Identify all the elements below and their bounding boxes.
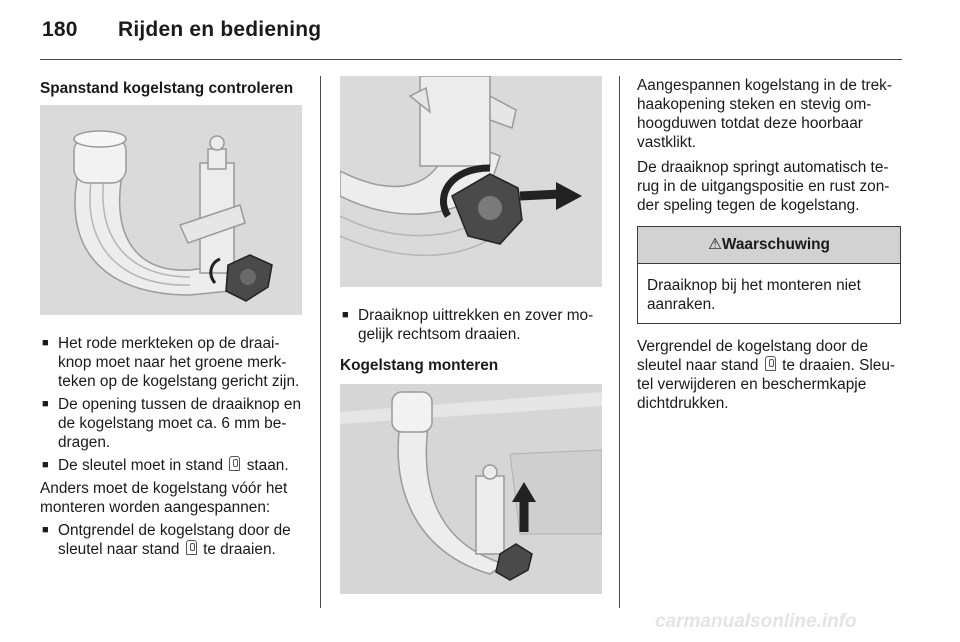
unlock-key-icon [186,540,197,555]
paragraph-lock-text-end: te draaien. Sleu-tel verwijderen en beschermkapje dichtdrukken. [637,357,895,412]
paragraph-insert: Aangespannen kogelstang in de trek-haakopening steken en stevig om-hoogduwen totdat deze hoorbaar vastklikt. [637,77,892,151]
bullet-unlock-text: Ontgrendel de kogelstang door de sleutel naar stand [58,522,291,558]
bullet-pull-knob: ■ Draaiknop uittrekken en zover mo-gelijk rechtsom draaien. [340,306,602,344]
section-heading-mount: Kogelstang monteren [340,357,499,374]
page-number: 180 [42,18,78,41]
bullet-key-position [40,456,304,475]
bullet-unlock [40,521,304,559]
column-3 [637,76,903,413]
warning-header [638,227,900,264]
bullet-marker-alignment: ■ Het rode merkteken op de draai-knop moet naar het groene merk-teken op de kogelstang gericht zijn. [40,334,304,391]
figure-knob-pull [340,76,602,287]
paragraph-lock [637,337,903,413]
bullet-unlock-text-end: te draaien. [203,541,276,558]
column-divider-2 [619,76,620,608]
header-rule [40,59,902,60]
warning-title: Waarschuwing [721,236,830,253]
figure-towbar-mounting [340,384,602,594]
column-2 [340,76,602,594]
column-divider-1 [320,76,321,608]
bullet-key-position-text: De sleutel moet in stand [58,457,224,474]
warning-text: Draaiknop bij het monteren niet aanraken. [647,277,861,313]
bullet-key-position-text-end: staan. [246,457,289,474]
page-header [42,18,321,42]
paragraph-otherwise: Anders moet de kogelstang vóór het monteren worden aangespannen: [40,480,288,516]
watermark: carmanualsonline.info [655,611,857,632]
warning-icon: ⚠ [708,236,722,253]
paragraph-knob-return: De draaiknop springt automatisch te-rug in de uitgangspositie en rust zon-der speling tegen de kogelstang. [637,159,890,214]
lock-key-icon-2 [765,356,776,371]
figure-towbar-tension-check [40,105,302,315]
bullet-gap-width: ■ De opening tussen de draaiknop en de kogelstang moet ca. 6 mm be-dragen. [40,395,304,452]
paragraph-lock-text: Vergrendel de kogelstang door de sleutel naar stand [637,338,869,374]
column-1 [40,79,304,559]
lock-key-icon [229,456,240,471]
page-title: Rijden en bediening [118,18,322,41]
warning-box [637,226,901,324]
section-heading-check: Spanstand kogelstang controleren [40,80,294,97]
